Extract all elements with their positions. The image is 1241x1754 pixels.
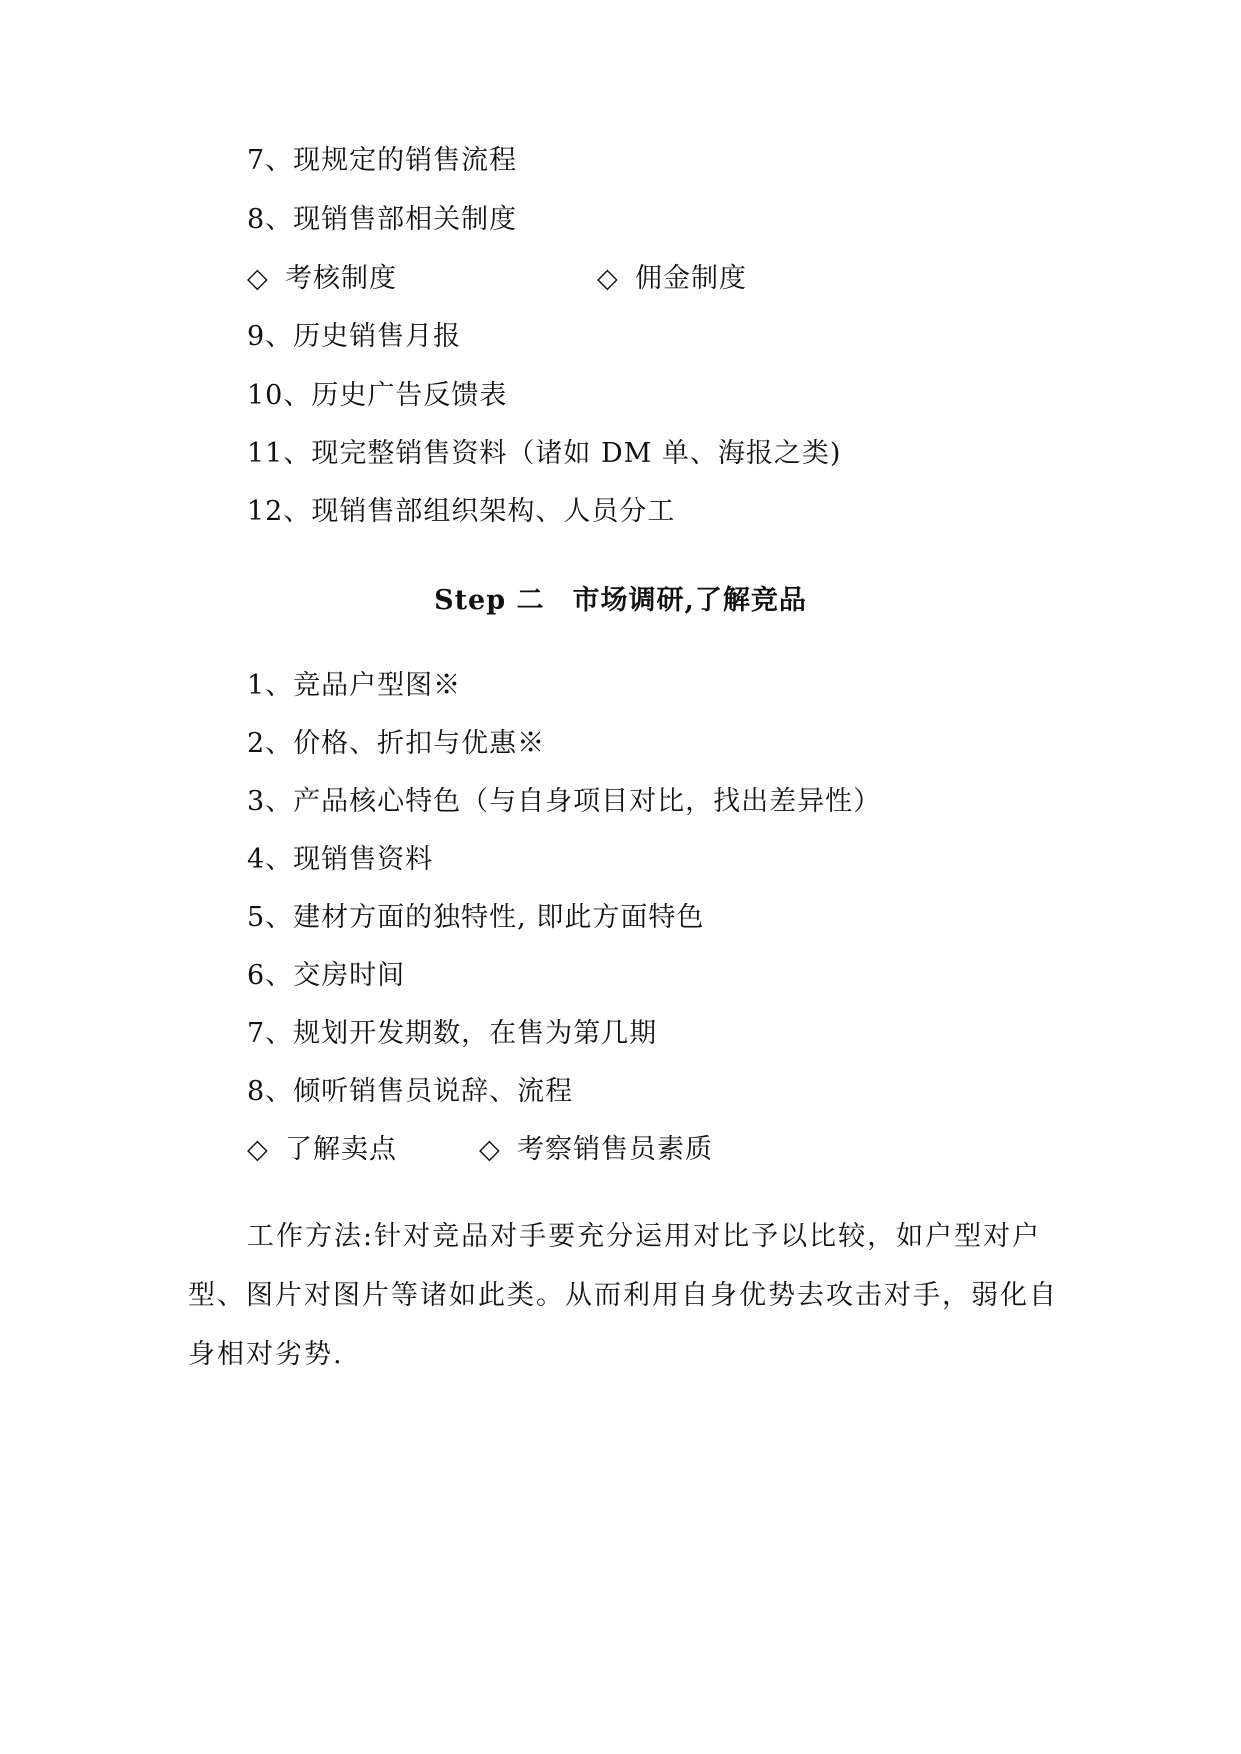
bullet-row (247, 261, 1147, 297)
bullet-label: 考核制度 (285, 263, 397, 294)
list-item: 7、现规定的销售流程 (247, 145, 518, 176)
bullet-label: 了解卖点 (285, 1134, 397, 1165)
bullet-item (479, 1132, 713, 1168)
list-item: 4、现销售资料 (247, 844, 434, 875)
paragraph-line: 型、图片对图片等诸如此类。从而利用自身优势去攻击对手，弱化自 (188, 1280, 1058, 1311)
section-heading: Step 二 市场调研,了解竞品 (434, 585, 807, 616)
list-item: 8、现销售部相关制度 (247, 204, 518, 235)
diamond-icon: ◇ (597, 263, 619, 294)
list-item: 5、建材方面的独特性, 即此方面特色 (247, 902, 705, 933)
bullet-item (247, 261, 397, 297)
list-item: 6、交房时间 (247, 960, 406, 991)
bullet-item (597, 261, 747, 297)
bullet-row (247, 1132, 1147, 1168)
list-item: 3、产品核心特色（与自身项目对比，找出差异性） (247, 786, 882, 817)
bullet-label: 考察销售员素质 (517, 1134, 713, 1165)
list-item: 1、竞品户型图※ (247, 670, 462, 701)
list-item: 7、规划开发期数，在售为第几期 (247, 1018, 658, 1049)
paragraph-line: 身相对劣势. (188, 1339, 344, 1370)
list-item: 11、现完整销售资料（诸如 DM 单、海报之类) (247, 438, 842, 469)
list-item: 12、现销售部组织架构、人员分工 (247, 496, 676, 527)
list-item: 8、倾听销售员说辞、流程 (247, 1076, 574, 1107)
bullet-label: 佣金制度 (635, 263, 747, 294)
diamond-icon: ◇ (247, 1134, 269, 1165)
paragraph-line: 工作方法:针对竞品对手要充分运用对比予以比较，如户型对户 (247, 1221, 1042, 1252)
diamond-icon: ◇ (247, 263, 269, 294)
list-item: 10、历史广告反馈表 (247, 380, 508, 411)
list-item: 2、价格、折扣与优惠※ (247, 728, 546, 759)
bullet-item (247, 1132, 397, 1168)
list-item: 9、历史销售月报 (247, 321, 462, 352)
diamond-icon: ◇ (479, 1134, 501, 1165)
